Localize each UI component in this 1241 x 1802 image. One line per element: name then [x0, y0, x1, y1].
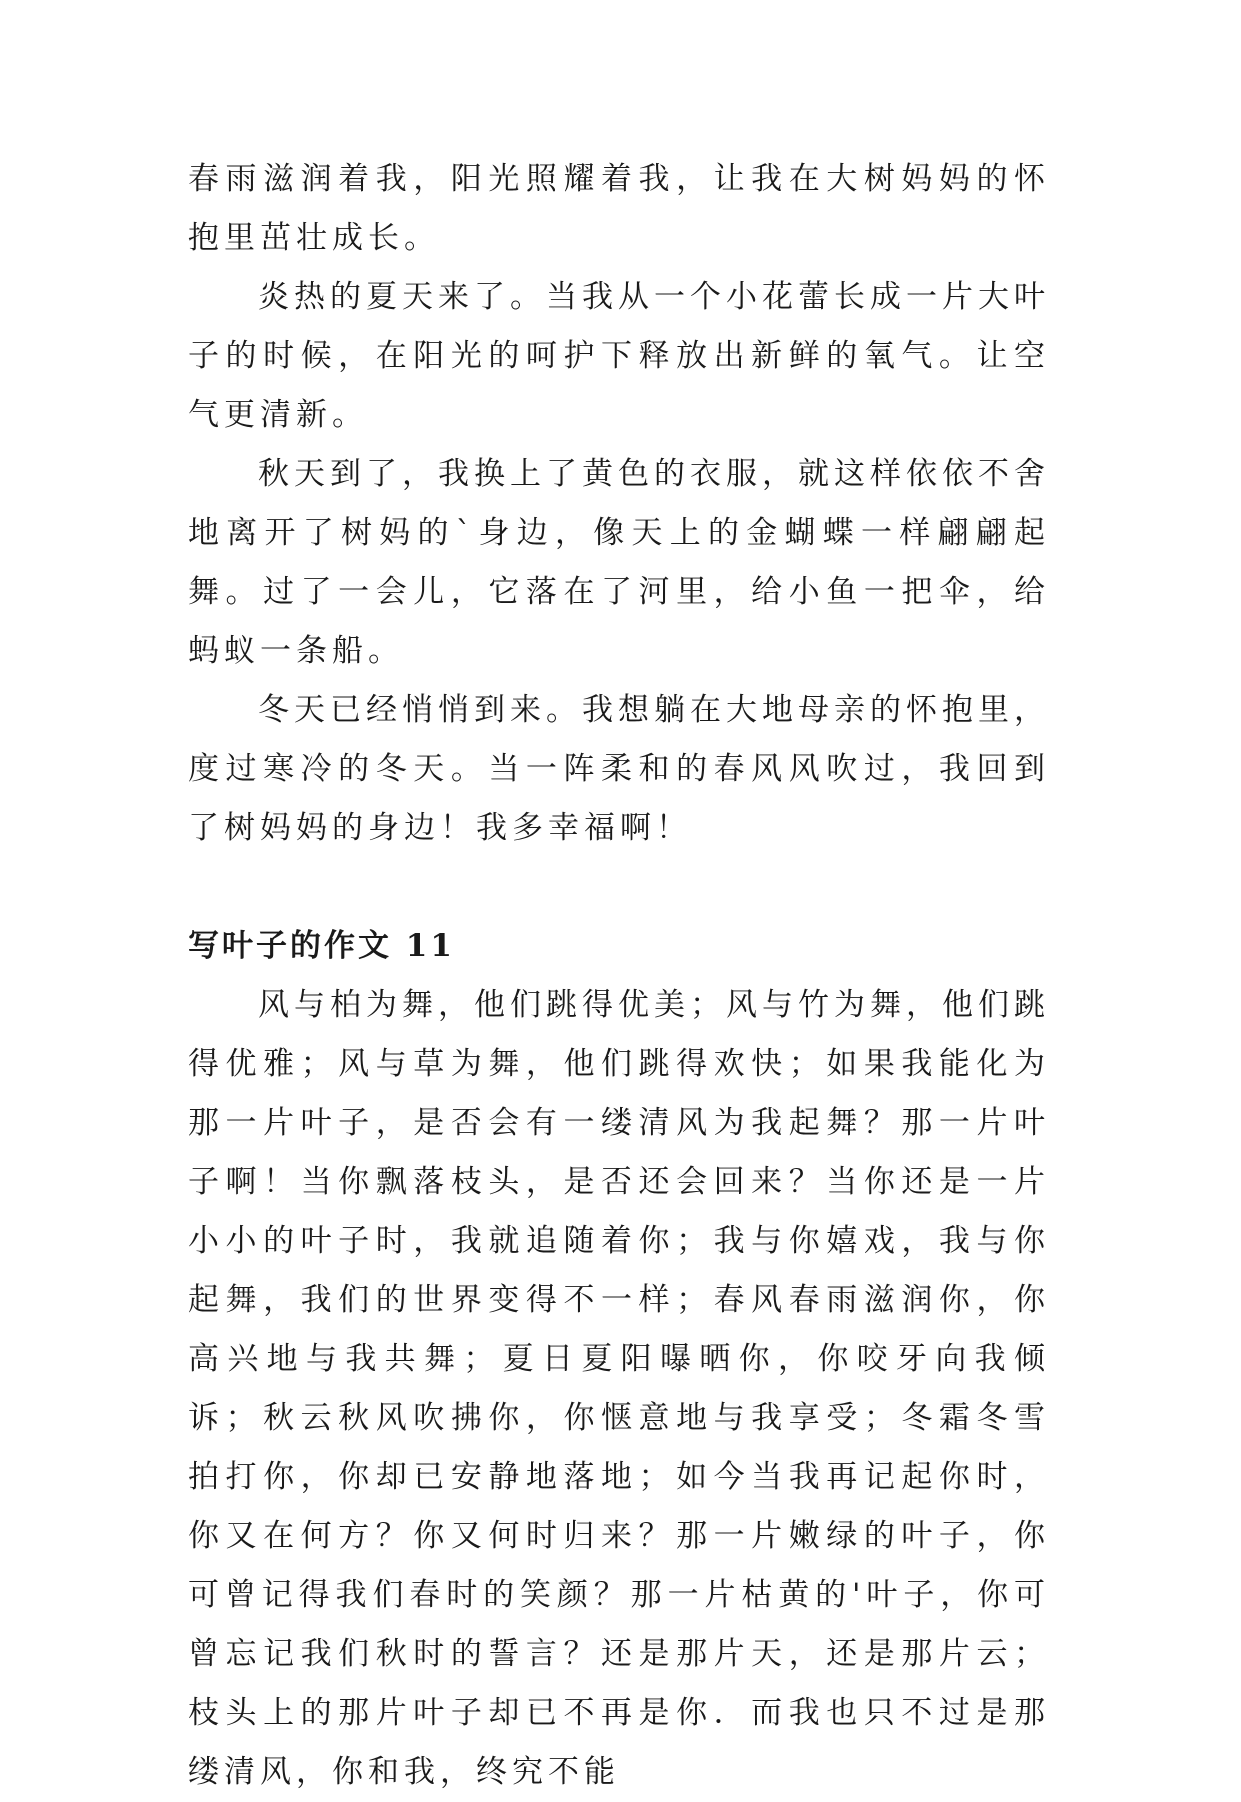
paragraph-essay-11: 风与柏为舞，他们跳得优美；风与竹为舞，他们跳得优雅；风与草为舞，他们跳得欢快；如果我能化为那一片叶子，是否会有一缕清风为我起舞？那一片叶子啊！当你飘落枝头，是否还会回来？当你还是一片小小的叶子时，我就追随着你；我与你嬉戏，我与你起舞，我们的世界变得不一样；春风春雨滋润你，你高兴地与我共舞；夏日夏阳曝晒你，你咬牙向我倾诉；秋云秋风吹拂你，你惬意地与我享受；冬霜冬雪拍打你，你却已安静地落地；如今当我再记起你时，你又在何方？你又何时归来？那一片嫩绿的叶子，你可曾记得我们春时的笑颜？那一片枯黄的'叶子，你可曾忘记我们秋时的誓言？还是那片天，还是那片云；枝头上的那片叶子却已不再是你．而我也只不过是那缕清风，你和我，终究不能	[188, 987, 1050, 1790]
section-title: 写叶子的作文 11	[188, 928, 455, 964]
paragraph-winter: 冬天已经悄悄到来。我想躺在大地母亲的怀抱里，度过寒冷的冬天。当一阵柔和的春风风吹过，我回到了树妈妈的身边！我多幸福啊！	[188, 692, 1050, 846]
paragraph-autumn: 秋天到了，我换上了黄色的衣服，就这样依依不舍地离开了树妈的`身边，像天上的金蝴蝶一样翩翩起舞。过了一会儿，它落在了河里，给小鱼一把伞，给蚂蚁一条船。	[188, 456, 1050, 669]
document-body	[188, 150, 1050, 1802]
paragraph-spring-continued: 春雨滋润着我，阳光照耀着我，让我在大树妈妈的怀抱里茁壮成长。	[188, 161, 1050, 256]
paragraph-summer: 炎热的夏天来了。当我从一个小花蕾长成一片大叶子的时候，在阳光的呵护下释放出新鲜的氧气。让空气更清新。	[188, 279, 1050, 433]
